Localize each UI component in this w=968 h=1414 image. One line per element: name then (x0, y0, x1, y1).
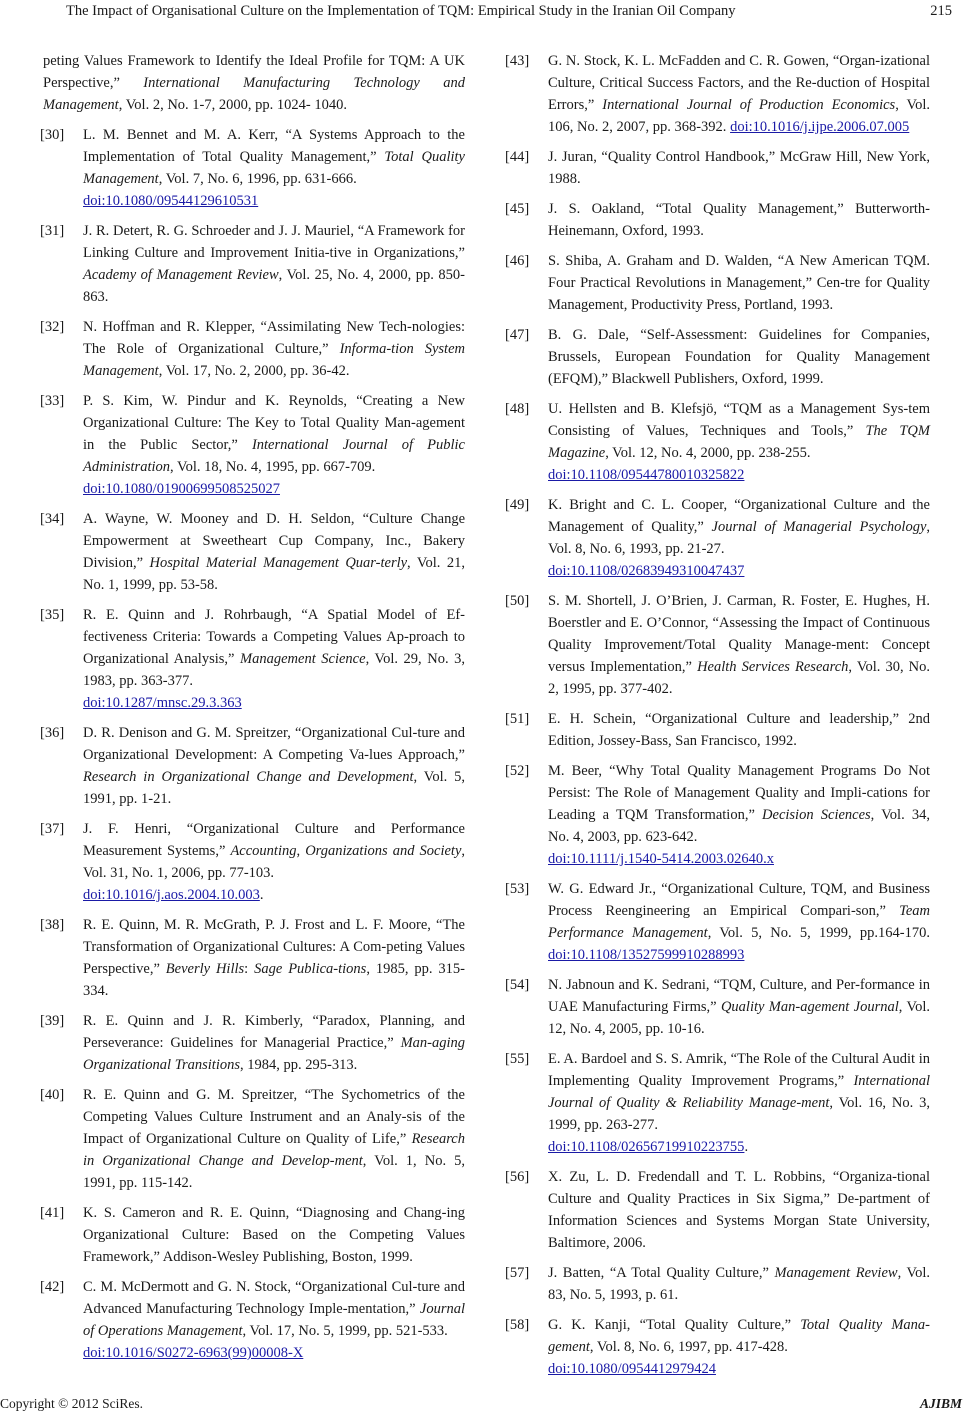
reference-entry (505, 708, 930, 752)
reference-entry (505, 1048, 930, 1158)
reference-text: J. F. Henri, “Organizational Culture and Performance Measurement Systems,” (83, 821, 465, 859)
reference-number: [45] (505, 201, 530, 217)
reference-text: C. M. McDermott and G. N. Stock, “Organizational Cul-ture and Advanced Manufacturing Technology Imple-mentation,” (83, 1279, 465, 1317)
doi-link[interactable]: doi:10.1108/02656719910223755 (548, 1139, 745, 1155)
reference-text: , Vol. 16, No. 3, 1999, pp. 263-277. (548, 1095, 930, 1133)
reference-number: [48] (505, 401, 530, 417)
reference-text: R. E. Quinn, M. R. McGrath, P. J. Frost and L. F. Moore, “The Transformation of Organizational Cultures: A Com-peting Values Perspective,” (83, 917, 465, 977)
reference-number: [57] (505, 1265, 530, 1281)
reference-entry (40, 914, 465, 1002)
reference-entry (505, 1262, 930, 1306)
reference-source-title: Accounting (230, 843, 297, 859)
reference-source-title: Hospital Material Management Quar-terly (149, 555, 408, 571)
reference-source-title: Total Quality Management (83, 149, 465, 187)
reference-text: , Vol. 17, No. 2, 2000, pp. 36-42. (158, 363, 350, 379)
reference-text: , Vol. 17, No. 5, 1999, pp. 521-533. (242, 1323, 448, 1339)
reference-text: P. S. Kim, W. Pindur and K. Reynolds, “Creating a New Organizational Culture: The Key to Total Quality Man-agement in the Public Sector,” (83, 393, 465, 453)
reference-source-title: Beverly Hills (165, 961, 245, 977)
reference-number: [40] (40, 1087, 65, 1103)
reference-entry (505, 878, 930, 966)
reference-source-title: Team Performance Management (548, 903, 930, 941)
reference-source-title: Research in Organizational Change and Develop-ment (83, 1131, 465, 1169)
reference-text: G. K. Kanji, “Total Quality Culture,” (548, 1317, 801, 1333)
reference-text: J. Juran, “Quality Control Handbook,” McGraw Hill, New York, 1988. (548, 149, 930, 187)
reference-number: [38] (40, 917, 65, 933)
doi-link[interactable]: doi:10.1080/01900699508525027 (83, 481, 280, 497)
doi-link[interactable]: doi:10.1016/j.ijpe.2006.07.005 (730, 119, 910, 135)
doi-link[interactable]: doi:10.1287/mnsc.29.3.363 (83, 695, 242, 711)
reference-text: , Vol. 5, 1991, pp. 1-21. (83, 769, 465, 807)
reference-text: , Vol. 25, No. 4, 2000, pp. 850-863. (83, 267, 465, 305)
journal-abbreviation: AJIBM (919, 1396, 962, 1411)
reference-entry (40, 1276, 465, 1364)
reference-text: L. M. Bennet and M. A. Kerr, “A Systems Approach to the Implementation of Total Quality Management,” (83, 127, 465, 165)
reference-text: M. Beer, “Why Total Quality Management Programs Do Not Persist: The Role of Management Quality and Impli-cations for Leading a TQM Transformation,” (548, 763, 930, 823)
reference-text: R. E. Quinn and G. M. Spreitzer, “The Sychometrics of the Competing Values Culture Instrument and an Analy-sis of the Impact of Organizational Culture on Quality of Life,” (83, 1087, 465, 1147)
reference-entry (505, 1166, 930, 1254)
running-header (0, 0, 968, 26)
reference-text: , Vol. 34, No. 4, 2003, pp. 623-642. (548, 807, 930, 845)
reference-text: , Vol. 2, No. 1-7, 2000, pp. 1024- 1040. (118, 97, 347, 113)
reference-number: [53] (505, 881, 530, 897)
reference-number: [34] (40, 511, 65, 527)
reference-text: , Vol. 21, No. 1, 1999, pp. 53-58. (83, 555, 465, 593)
reference-source-title: Journal of Operations Management (83, 1301, 465, 1339)
reference-text: E. A. Bardoel and S. S. Amrik, “The Role of the Cultural Audit in Implementing Quality Improvement Programs,” (548, 1051, 930, 1089)
reference-entry (505, 50, 930, 138)
reference-source-title: Health Services Research (697, 659, 849, 675)
reference-text: , Vol. 12, No. 4, 2005, pp. 10-16. (548, 999, 931, 1037)
reference-number: [58] (505, 1317, 530, 1333)
reference-entry (40, 390, 465, 500)
reference-number: [36] (40, 725, 65, 741)
reference-text: E. H. Schein, “Organizational Culture and leadership,” 2nd Edition, Jossey-Bass, San Francisco, 1992. (548, 711, 930, 749)
reference-source-title: Academy of Management Review (83, 267, 279, 283)
reference-text: , Vol. 18, No. 4, 1995, pp. 667-709. (170, 459, 376, 475)
reference-number: [52] (505, 763, 530, 779)
reference-text: , Vol. 30, No. 2, 1995, pp. 377-402. (548, 659, 930, 697)
reference-entry (40, 722, 465, 810)
reference-text: , Vol. 8, No. 6, 1993, pp. 21-27. (548, 519, 931, 557)
reference-text: , Vol. 7, No. 6, 1996, pp. 631-666. (158, 171, 357, 187)
reference-text: K. S. Cameron and R. E. Quinn, “Diagnosing and Chang-ing Organizational Culture: Based on the Competing Values Framework,” Addison-Wesley Publishing, Boston, 1999. (83, 1205, 465, 1265)
reference-number: [33] (40, 393, 65, 409)
reference-entry (40, 124, 465, 212)
reference-number: [46] (505, 253, 530, 269)
reference-text: , (296, 843, 306, 859)
reference-text: J. S. Oakland, “Total Quality Management,” Butterworth-Heinemann, Oxford, 1993. (548, 201, 930, 239)
reference-text: , Vol. 12, No. 4, 2000, pp. 238-255. (605, 445, 811, 461)
reference-source-title: Decision Sciences (762, 807, 871, 823)
reference-entry (40, 508, 465, 596)
reference-entry (505, 974, 930, 1040)
reference-entry (40, 1202, 465, 1268)
page-number: 215 (930, 3, 952, 19)
reference-entry (505, 398, 930, 486)
page-footer (0, 1394, 968, 1414)
reference-source-title: The TQM Magazine (548, 423, 930, 461)
reference-text: X. Zu, L. D. Fredendall and T. L. Robbins, “Organiza-tional Culture and Quality Practices in Six Sigma,” De-partment of Information Sciences and Systems Morgan State University, Baltimore, 2006. (548, 1169, 930, 1251)
reference-text: . (744, 1139, 749, 1155)
reference-text: S. Shiba, A. Graham and D. Walden, “A New American TQM. Four Practical Revolutions in Management,” Cen-tre for Quality Management, Productivity Press, Portland, 1993. (548, 253, 930, 313)
reference-text: R. E. Quinn and J. R. Kimberly, “Paradox, Planning, and Perseverance: Guidelines for Managerial Practice,” (83, 1013, 465, 1051)
reference-source-title: Man-aging Organizational Transitions (83, 1035, 465, 1073)
reference-text: N. Jabnoun and K. Sedrani, “TQM, Culture, and Per-formance in UAE Manufacturing Firms,” (548, 977, 930, 1015)
reference-text: D. R. Denison and G. M. Spreitzer, “Organizational Cul-ture and Organizational Development: A Competing Va-lues Approach,” (83, 725, 465, 763)
reference-number: [55] (505, 1051, 530, 1067)
reference-text: W. G. Edward Jr., “Organizational Culture, TQM, and Business Process Reengineering an Empirical Compari-son,” (548, 881, 930, 919)
reference-entry (505, 760, 930, 870)
reference-text: , Vol. 83, No. 5, 1993, p. 61. (548, 1265, 930, 1303)
reference-source-title: Quality Man-agement Journal (720, 999, 899, 1015)
reference-source-title: Management Review (774, 1265, 898, 1281)
reference-entry (40, 220, 465, 308)
reference-number: [51] (505, 711, 530, 727)
reference-entry (505, 198, 930, 242)
reference-number: [37] (40, 821, 65, 837)
reference-text: , Vol. 31, No. 1, 2006, pp. 77-103. (83, 843, 465, 881)
reference-text: , Vol. 29, No. 3, 1983, pp. 363-377. (83, 651, 466, 689)
reference-number: [56] (505, 1169, 530, 1185)
reference-source-title: Journal of Managerial Psychology (711, 519, 927, 535)
reference-entry (40, 1084, 465, 1194)
left-column (40, 50, 465, 1372)
reference-number: [44] (505, 149, 530, 165)
right-column (505, 50, 930, 1388)
reference-text: G. N. Stock, K. L. McFadden and C. R. Gowen, “Organ-izational Culture, Critical Success Factors, and the Re-duction of Hospital Errors,” (548, 53, 930, 113)
doi-link[interactable]: doi:10.1016/S0272-6963(99)00008-X (83, 1345, 304, 1361)
reference-number: [42] (40, 1279, 65, 1295)
reference-source-title: Sage Publica-tions (254, 961, 367, 977)
reference-number: [54] (505, 977, 530, 993)
reference-number: [31] (40, 223, 65, 239)
reference-text: , Vol. 106, No. 2, 2007, pp. 368-392. (548, 97, 931, 135)
reference-entry (40, 316, 465, 382)
reference-source-title: International Journal of Production Economics (602, 97, 896, 113)
reference-text: peting Values Framework to Identify the Ideal Profile for TQM: A UK Perspective,” (43, 53, 465, 91)
reference-number: [39] (40, 1013, 65, 1029)
reference-continuation (43, 50, 465, 116)
reference-entry (505, 1314, 930, 1380)
reference-text: K. Bright and C. L. Cooper, “Organizational Culture and the Management of Quality,” (548, 497, 930, 535)
reference-number: [43] (505, 53, 530, 69)
doi-link[interactable]: doi:10.1108/09544780010325822 (548, 467, 745, 483)
reference-entry (505, 494, 930, 582)
reference-text: U. Hellsten and B. Klefsjö, “TQM as a Management Sys-tem Consisting of Values, Techniques and Tools,” (548, 401, 930, 439)
reference-text: . (259, 887, 264, 903)
reference-source-title: International Journal of Public Administration (83, 437, 465, 475)
reference-source-title: Research in Organizational Change and Development (83, 769, 414, 785)
reference-source-title: International Journal of Quality & Reliability Manage-ment (548, 1073, 930, 1111)
reference-text: : (244, 961, 255, 977)
reference-text: A. Wayne, W. Mooney and D. H. Seldon, “Culture Change Empowerment at Sweetheart Cup Company, Inc., Bakery Division,” (83, 511, 465, 571)
reference-text: J. Batten, “A Total Quality Culture,” (548, 1265, 775, 1281)
reference-number: [47] (505, 327, 530, 343)
reference-number: [41] (40, 1205, 65, 1221)
reference-entry (40, 604, 465, 714)
reference-text: S. M. Shortell, J. O’Brien, J. Carman, R. Foster, E. Hughes, H. Boerstler and E. O’Connor, “Assessing the Impact of Continuous Quality Improvement/Total Quality Manage-ment: Concept versus Implementation,” (548, 593, 930, 675)
reference-entry (505, 250, 930, 316)
reference-number: [32] (40, 319, 65, 335)
reference-number: [49] (505, 497, 530, 513)
reference-source-title: Informa-tion System Management (83, 341, 465, 379)
reference-text: N. Hoffman and R. Klepper, “Assimilating New Tech-nologies: The Role of Organizational Culture,” (83, 319, 465, 357)
reference-text: , Vol. 8, No. 6, 1997, pp. 417-428. (589, 1339, 788, 1355)
reference-text: , 1985, pp. 315-334. (83, 961, 465, 999)
reference-source-title: Total Quality Mana-gement (548, 1317, 930, 1355)
doi-link[interactable]: doi:10.1016/j.aos.2004.10.003 (83, 887, 260, 903)
doi-link[interactable]: doi:10.1080/0954412979424 (548, 1361, 716, 1377)
reference-text: , Vol. 1, No. 5, 1991, pp. 115-142. (83, 1153, 466, 1191)
reference-source-title: International Manufacturing Technology and Management (43, 75, 465, 113)
reference-entry (505, 590, 930, 700)
reference-entry (40, 818, 465, 906)
reference-text: , 1984, pp. 295-313. (240, 1057, 358, 1073)
reference-source-title: Organizations and Society (305, 843, 462, 859)
doi-link[interactable]: doi:10.1111/j.1540-5414.2003.02640.x (548, 851, 774, 867)
reference-number: [50] (505, 593, 530, 609)
reference-entry (505, 146, 930, 190)
reference-text: , Vol. 5, No. 5, 1999, pp.164-170. (707, 925, 931, 941)
copyright-notice: Copyright © 2012 SciRes. (0, 1396, 144, 1411)
doi-link[interactable]: doi:10.1108/13527599910288993 (548, 947, 745, 963)
reference-number: [30] (40, 127, 65, 143)
doi-link[interactable]: doi:10.1108/02683949310047437 (548, 563, 745, 579)
doi-link[interactable]: doi:10.1080/09544129610531 (83, 193, 259, 209)
reference-text: J. R. Detert, R. G. Schroeder and J. J. Mauriel, “A Framework for Linking Culture and Improvement Initia-tive in Organizations,” (83, 223, 465, 261)
reference-entry (505, 324, 930, 390)
reference-entry (40, 1010, 465, 1076)
reference-source-title: Management Science (240, 651, 366, 667)
reference-number: [35] (40, 607, 65, 623)
reference-text: B. G. Dale, “Self-Assessment: Guidelines for Companies, Brussels, European Foundation for Quality Management (EFQM),” Blackwell Publishers, Oxford, 1999. (548, 327, 930, 387)
running-title: The Impact of Organisational Culture on the Implementation of TQM: Empirical Study in the Iranian Oil Company (66, 3, 736, 19)
reference-text: R. E. Quinn and J. Rohrbaugh, “A Spatial Model of Ef-fectiveness Criteria: Towards a Competing Values Ap-proach to Organizational Analysis,” (83, 607, 465, 667)
